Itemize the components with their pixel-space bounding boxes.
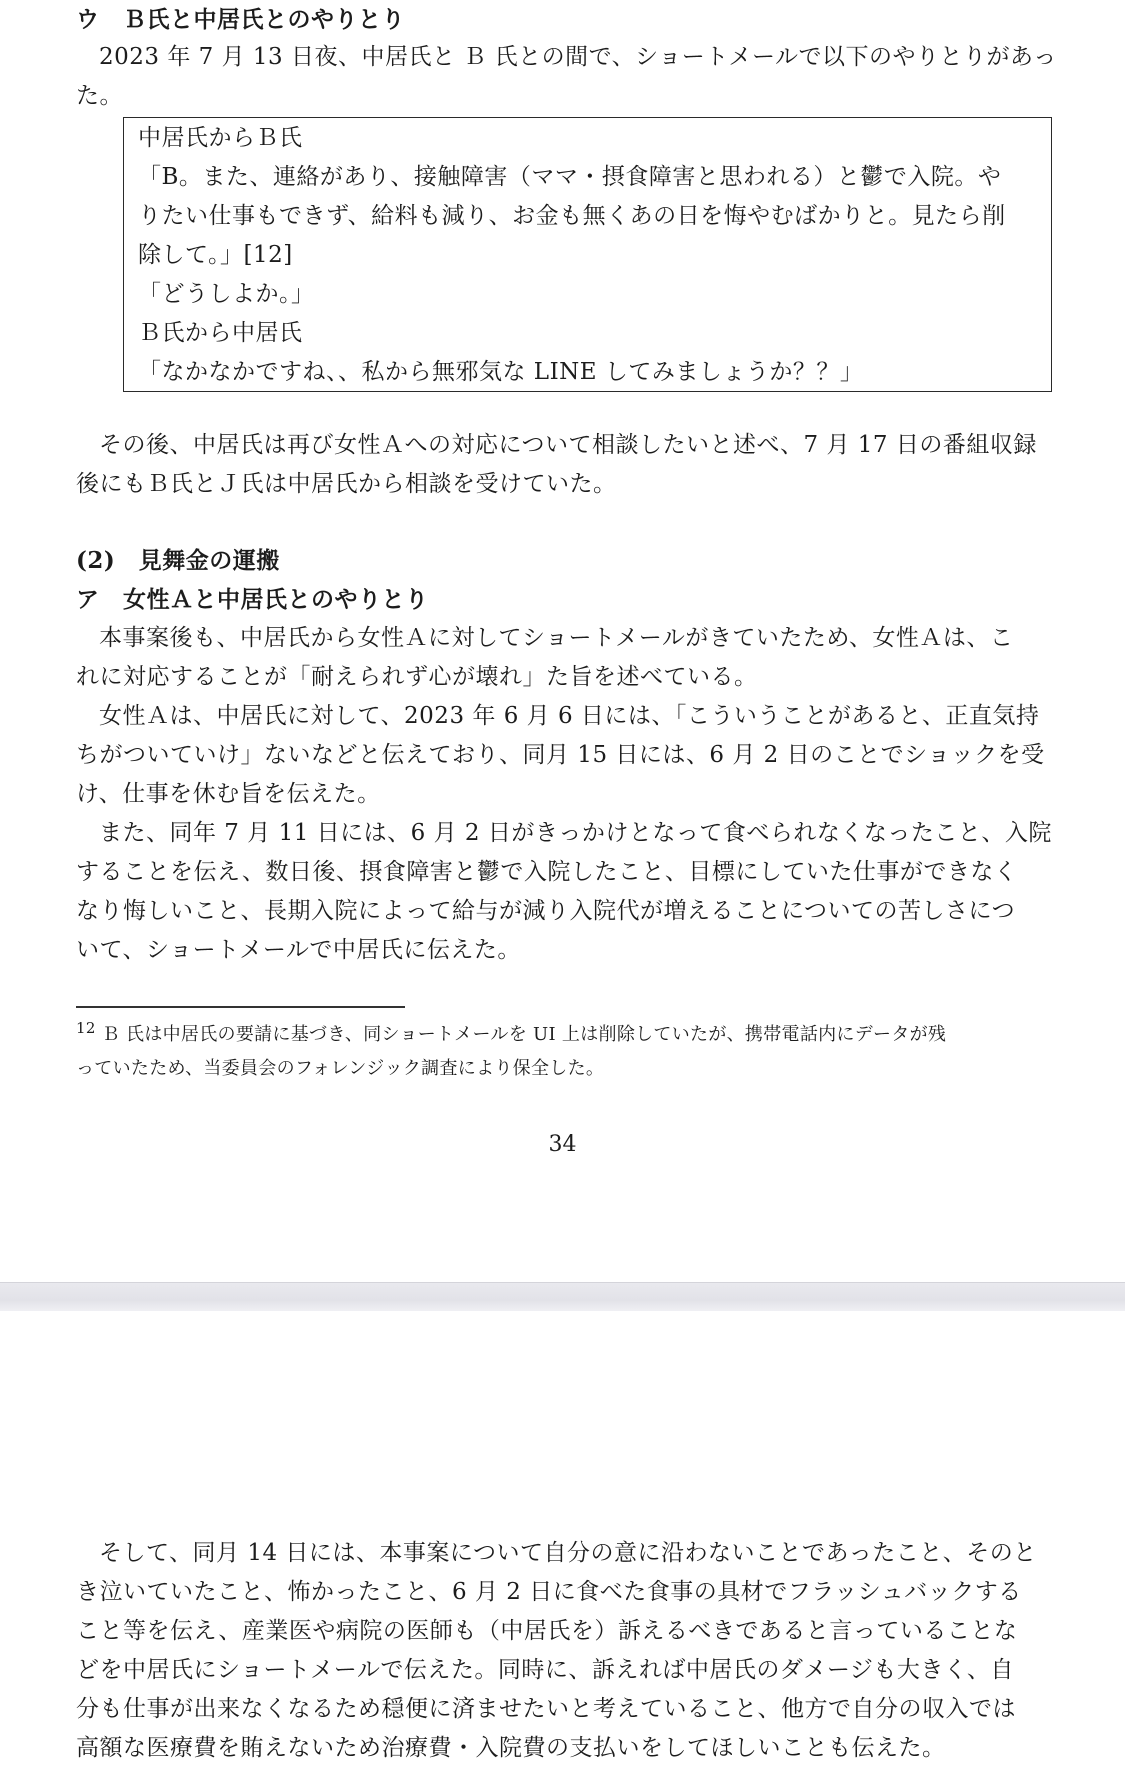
paragraph-line: そして、同月 14 日には、本事案について自分の意に沿わないことであったこと、そのと	[99, 1540, 1037, 1566]
paragraph-line: どを中居氏にショートメールで伝えた。同時に、訴えれば中居氏のダメージも大きく、自	[76, 1657, 1014, 1683]
message-sender: Ｂ氏から中居氏	[138, 320, 303, 346]
message-line: 「B。また、連絡があり、接触障害（ママ・摂食障害と思われる）と鬱で入院。や	[138, 164, 1002, 190]
page-number: 34	[548, 1132, 577, 1157]
paragraph-line: 高額な医療費を賄えないため治療費・入院費の支払いをしてほしいことも伝えた。	[76, 1735, 946, 1761]
paragraph-line: こと等を伝え、産業医や病院の医師も（中居氏を）訴えるべきであると言っていることな	[76, 1618, 1018, 1644]
paragraph-line: また、同年 7 月 11 日には、6 月 2 日がきっかけとなって食べられなくなったこと、入院	[99, 820, 1052, 846]
section-heading: (2) 見舞金の運搬	[76, 547, 280, 574]
message-line: 「どうしよか。」	[138, 281, 315, 307]
footnote-number: 12	[76, 1019, 96, 1037]
message-sender: 中居氏からＢ氏	[138, 125, 303, 151]
document-page-35	[0, 1311, 1125, 1781]
paragraph-line: 本事案後も、中居氏から女性Ａに対してショートメールがきていたため、女性Ａは、こ	[99, 625, 1014, 651]
message-box	[123, 117, 1052, 392]
message-line: 除して。」[12]	[138, 242, 293, 268]
message-line: りたい仕事もできず、給料も減り、お金も無くあの日を悔やむばかりと。見たら削	[138, 203, 1006, 229]
subheading-a: ア 女性Ａと中居氏とのやりとり	[76, 586, 429, 613]
footnote-divider	[76, 1006, 405, 1008]
paragraph-line: いて、ショートメールで中居氏に伝えた。	[76, 937, 521, 963]
paragraph-line: その後、中居氏は再び女性Ａへの対応について相談したいと述べ、7 月 17 日の番組収録	[99, 432, 1037, 458]
footnote-line	[76, 1018, 946, 1052]
paragraph-line: 女性Ａは、中居氏に対して、2023 年 6 月 6 日には、「こういうことがあると、正直気持	[99, 703, 1040, 729]
paragraph-line: 2023 年 7 月 13 日夜、中居氏と Ｂ 氏との間で、ショートメールで以下のやりとりがあっ	[99, 44, 1057, 70]
paragraph-line: た。	[76, 83, 123, 109]
paragraph-line: ちがついていけ」ないなどと伝えており、同月 15 日には、6 月 2 日のことでショックを受	[76, 742, 1045, 768]
paragraph-line: 分も仕事が出来なくなるため穏便に済ませたいと考えていること、他方で自分の収入では	[76, 1696, 1016, 1722]
footnote-line: っていたため、当委員会のフォレンジック調査により保全した。	[76, 1058, 605, 1079]
paragraph-line: することを伝え、数日後、摂食障害と鬱で入院したこと、目標にしていた仕事ができなく	[76, 859, 1018, 885]
paragraph-line: れに対応することが「耐えられず心が壊れ」た旨を述べている。	[76, 664, 758, 690]
page-separator	[0, 1282, 1125, 1313]
paragraph-line: き泣いていたこと、怖かったこと、6 月 2 日に食べた食事の具材でフラッシュバックする	[76, 1579, 1022, 1605]
message-line: 「なかなかですね、、私から無邪気な LINE してみましょうか？？」	[138, 359, 864, 385]
paragraph-line: け、仕事を休む旨を伝えた。	[76, 781, 381, 807]
paragraph-line: 後にもＢ氏とＪ氏は中居氏から相談を受けていた。	[76, 471, 617, 497]
footnote-text: Ｂ 氏は中居氏の要請に基づき、同ショートメールを UI 上は削除していたが、携帯電話内にデータが残	[95, 1024, 947, 1045]
subheading-u: ウ Ｂ氏と中居氏とのやりとり	[76, 6, 405, 33]
paragraph-line: なり悔しいこと、長期入院によって給与が減り入院代が増えることについての苦しさにつ	[76, 898, 1016, 924]
